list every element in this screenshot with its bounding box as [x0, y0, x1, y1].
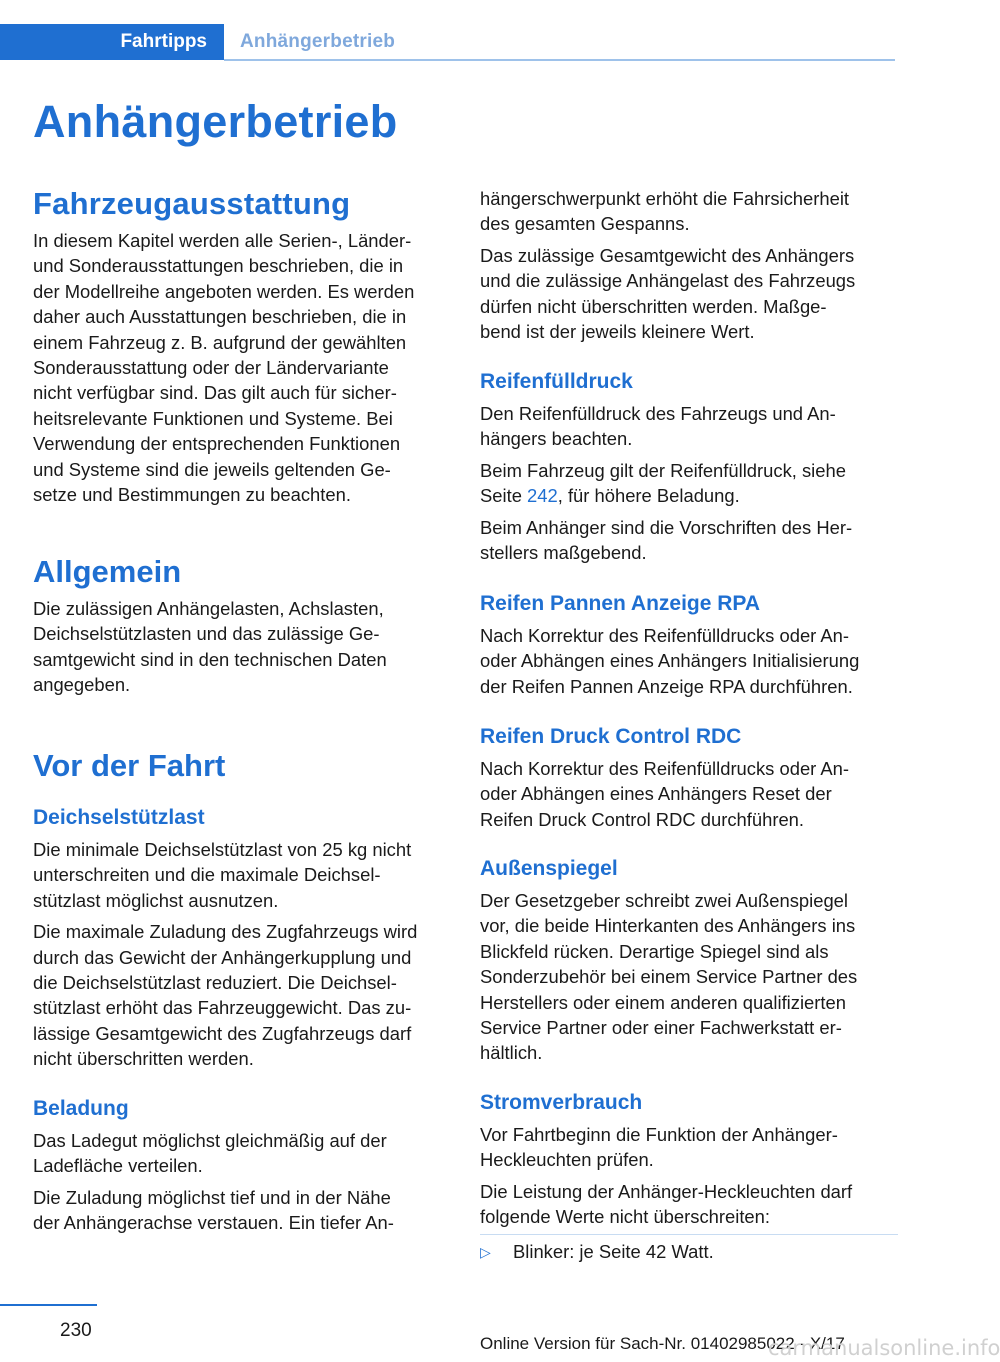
text-line: hältlich.: [480, 1042, 543, 1064]
bullet-divider: [480, 1234, 898, 1235]
paragraph-deichsel-2: [33, 919, 451, 1071]
text-line: Das Ladegut möglichst gleichmäßig auf der: [33, 1130, 387, 1151]
text-line: und die zulässige Anhängelast des Fahrzeugs: [480, 270, 856, 292]
header-divider: [224, 59, 895, 61]
text-line: Beim Anhänger sind die Vorschriften des Her-: [480, 516, 853, 538]
heading-rdc: Reifen Druck Control RDC: [480, 725, 742, 748]
paragraph-reifen-3: [480, 515, 898, 566]
text-line: heitsrelevante Funktionen und Systeme. Bei: [33, 407, 393, 429]
section-beladung-continued: [480, 186, 898, 344]
heading-stromverbrauch: Stromverbrauch: [480, 1091, 643, 1114]
text-fragment: Seite: [480, 485, 528, 507]
paragraph-deichsel-1: [33, 837, 451, 913]
section-aussenspiegel: [480, 856, 898, 1066]
paragraph-reifen-1: [480, 401, 898, 452]
section-vor-der-fahrt: [33, 748, 451, 784]
text-line: Die zulässigen Anhängelasten, Achslasten,: [33, 598, 384, 619]
paragraph-allgemein: [33, 596, 451, 698]
tab-anhaengerbetrieb[interactable]: Anhängerbetrieb: [240, 31, 396, 52]
section-rdc: [480, 724, 898, 832]
page-number: 230: [60, 1320, 92, 1341]
page-title: Anhängerbetrieb: [33, 96, 398, 147]
paragraph-aussenspiegel: [480, 888, 898, 1066]
text-line: Beim Fahrzeug gilt der Reifenfülldruck, siehe: [480, 459, 846, 481]
text-line: Die Zuladung möglichst tief und in der Nähe: [33, 1186, 391, 1208]
text-line: Das zulässige Gesamtgewicht des Anhängers: [480, 244, 855, 266]
text-line: unterschreiten und die maximale Deichsel-: [33, 864, 381, 886]
paragraph-cont-2: [480, 243, 898, 345]
paragraph-strom-1: [480, 1122, 898, 1173]
text-line: der Anhängerachse verstauen. Ein tiefer An-: [33, 1212, 394, 1234]
text-line: bend ist der jeweils kleinere Wert.: [480, 321, 755, 343]
text-line: die Deichselstützlast reduziert. Die Deichsel-: [33, 972, 397, 994]
text-line: einem Fahrzeug z. B. aufgrund der gewählten: [33, 331, 407, 353]
text-line: stützlast erhöht das Fahrzeuggewicht. Das zu-: [33, 997, 412, 1019]
text-line: setze und Bestimmungen zu beachten.: [33, 484, 351, 506]
triangle-bullet-icon: ▷: [480, 1243, 491, 1260]
text-line: hängerschwerpunkt erhöht die Fahrsicherheit: [480, 188, 850, 209]
paragraph-reifen-2: [480, 458, 898, 509]
text-line: stützlast möglichst ausnutzen.: [33, 889, 279, 911]
text-line: In diesem Kapitel werden alle Serien-, Länder-: [33, 230, 412, 251]
paragraph-beladung-1: [33, 1128, 451, 1179]
text-line: Die Leistung der Anhänger-Heckleuchten darf: [480, 1180, 853, 1202]
text-line: Herstellers oder einem anderen qualifizierten: [480, 991, 846, 1013]
heading-reifenfuelldruck: Reifenfülldruck: [480, 370, 633, 393]
text-fragment: , für höhere Beladung.: [557, 485, 740, 507]
text-line: und Systeme sind die jeweils geltenden Ge-: [33, 458, 391, 480]
text-line: nicht überschritten werden.: [33, 1048, 254, 1070]
heading-allgemein: Allgemein: [33, 554, 182, 589]
text-line: Sonderausstattung oder der Ländervariante: [33, 357, 389, 379]
text-line: samtgewicht sind in den technischen Daten: [33, 648, 387, 670]
paragraph-rdc: [480, 756, 898, 832]
text-line: Der Gesetzgeber schreibt zwei Außenspiegel: [480, 890, 849, 911]
text-line: des gesamten Gespanns.: [480, 213, 690, 235]
text-line: vor, die beide Hinterkanten des Anhängers ins: [480, 915, 856, 937]
heading-deichselstuetzlast: Deichselstützlast: [33, 806, 205, 829]
tab-fahrtipps[interactable]: Fahrtipps: [0, 24, 224, 60]
section-deichselstuetzlast: [33, 805, 451, 1072]
text-line: stellers maßgebend.: [480, 542, 647, 564]
section-fahrzeugausstattung: [33, 186, 451, 507]
bullet-text: Blinker: je Seite 42 Watt.: [513, 1240, 714, 1262]
heading-aussenspiegel: Außenspiegel: [480, 857, 618, 880]
page-header: [0, 24, 895, 62]
watermark: carmanualsonline.info: [768, 1336, 1000, 1360]
section-allgemein: [33, 554, 451, 698]
text-line: durch das Gewicht der Anhängerkupplung und: [33, 946, 412, 968]
text-line: Vor Fahrtbeginn die Funktion der Anhänger-: [480, 1124, 838, 1145]
bullet-item: [480, 1239, 898, 1265]
text-line: Nach Korrektur des Reifenfülldrucks oder An-: [480, 625, 850, 646]
text-line: Deichselstützlasten und das zulässige Ge-: [33, 623, 380, 645]
text-line: daher auch Ausstattungen beschrieben, die in: [33, 306, 407, 328]
text-line: Service Partner oder einer Fachwerkstatt er-: [480, 1017, 842, 1039]
text-line: nicht verfügbar sind. Das gilt auch für sicher-: [33, 382, 397, 404]
paragraph-beladung-2: [33, 1185, 451, 1236]
text-line: oder Abhängen eines Anhängers Initialisierung: [480, 650, 860, 672]
page-link-242[interactable]: 242: [527, 485, 558, 507]
text-line: Den Reifenfülldruck des Fahrzeugs und An-: [480, 403, 836, 424]
text-line: angegeben.: [33, 674, 131, 696]
paragraph-fahrzeugausstattung: [33, 228, 451, 507]
section-stromverbrauch: [480, 1090, 898, 1265]
text-line: Nach Korrektur des Reifenfülldrucks oder An-: [480, 758, 850, 779]
heading-vor-der-fahrt: Vor der Fahrt: [33, 748, 226, 783]
text-line: Blickfeld rücken. Derartige Spiegel sind als: [480, 940, 829, 962]
heading-rpa: Reifen Pannen Anzeige RPA: [480, 592, 761, 615]
text-line: Ladefläche verteilen.: [33, 1155, 203, 1177]
section-rpa: [480, 591, 898, 699]
text-line: [480, 483, 898, 508]
online-version-text: Online Version für Sach-Nr. 01402985022 - X/17: [480, 1334, 845, 1353]
paragraph-cont-1: [480, 186, 898, 237]
text-line: Verwendung der entsprechenden Funktionen: [33, 433, 401, 455]
heading-fahrzeugausstattung: Fahrzeugausstattung: [33, 186, 351, 221]
text-line: und Sonderausstattungen beschrieben, die in: [33, 255, 404, 277]
text-line: Heckleuchten prüfen.: [480, 1149, 654, 1171]
heading-beladung: Beladung: [33, 1097, 129, 1120]
section-reifenfuelldruck: [480, 369, 898, 565]
text-line: der Modellreihe angeboten werden. Es werden: [33, 280, 415, 302]
paragraph-strom-2: [480, 1179, 898, 1230]
text-line: Sonderzubehör bei einem Service Partner des: [480, 966, 858, 988]
text-line: Reifen Druck Control RDC durchführen.: [480, 808, 805, 830]
text-line: oder Abhängen eines Anhängers Reset der: [480, 783, 832, 805]
text-line: Die minimale Deichselstützlast von 25 kg nicht: [33, 839, 412, 860]
paragraph-rpa: [480, 623, 898, 699]
text-line: der Reifen Pannen Anzeige RPA durchführen.: [480, 675, 853, 697]
text-line: hängers beachten.: [480, 428, 633, 450]
text-line: folgende Werte nicht überschreiten:: [480, 1206, 770, 1228]
footer-divider: [0, 1304, 97, 1306]
text-line: Die maximale Zuladung des Zugfahrzeugs wird: [33, 921, 418, 943]
text-line: lässige Gesamtgewicht des Zugfahrzeugs darf: [33, 1022, 412, 1044]
section-beladung: [33, 1096, 451, 1236]
text-line: dürfen nicht überschritten werden. Maßge-: [480, 295, 827, 317]
